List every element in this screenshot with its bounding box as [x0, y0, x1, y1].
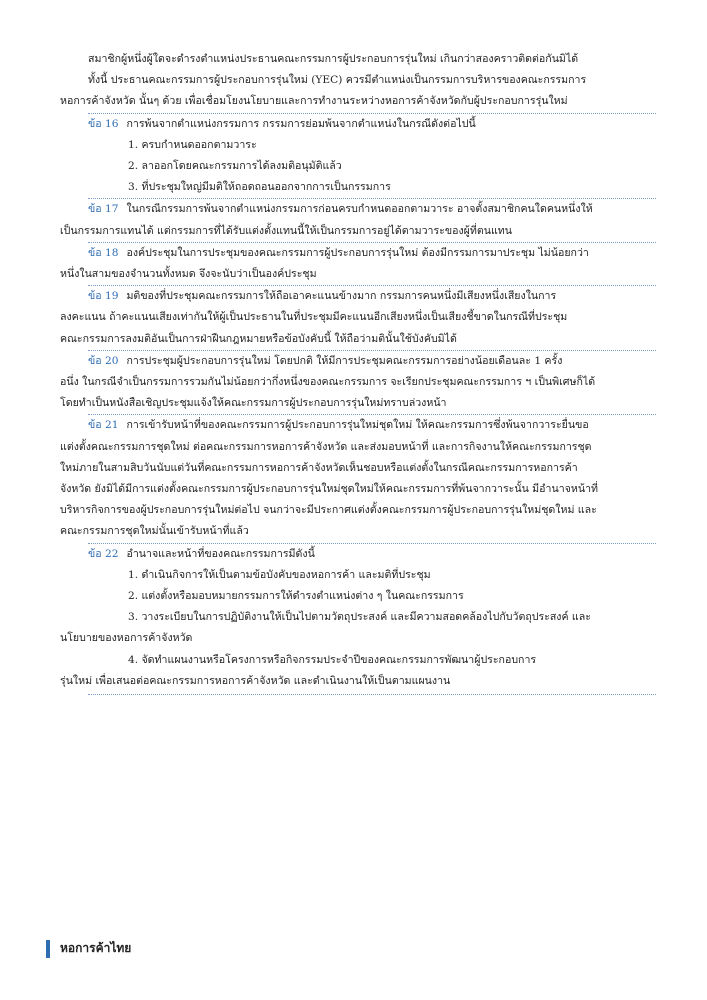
section-number: ข้อ 18 [88, 246, 119, 259]
document-body [60, 49, 656, 695]
section-continuation: รุ่นใหม่ เพื่อเสนอต่อคณะกรรมการหอการค้าจังหวัด และดำเนินงานให้เป็นตามแผนงาน [60, 674, 451, 687]
list-item: 3. วางระเบียบในการปฏิบัติงานให้เป็นไปตามวัตถุประสงค์ และมีความสอดคล้องไปกับวัตถุประสงค์ และ [128, 611, 591, 624]
section-continuation: ลงคะแนน ถ้าคะแนนเสียงเท่ากันให้ผู้เป็นประธานในที่ประชุมมีคะแนนอีกเสียงหนึ่งเป็นเสียงชี้ขาดในกรณีที่ประชุม [60, 311, 568, 324]
section-19 [60, 285, 656, 350]
section-heading: มติของที่ประชุมคณะกรรมการให้ถือเอาคะแนนข้างมาก กรรมการคนหนึ่งมีเสียงหนึ่งเสียงในการ [126, 290, 557, 303]
section-continuation: บริหารกิจการของผู้ประกอบการรุ่นใหม่ต่อไป จนกว่าจะมีประกาศแต่งตั้งคณะกรรมการผู้ประกอบการรุ่นใหม่ชุดใหม่ และ [60, 504, 597, 517]
section-20 [60, 350, 656, 415]
intro-line-2: ทั้งนี้ ประธานคณะกรรมการผู้ประกอบการรุ่นใหม่ (YEC) ควรมีตำแหน่งเป็นกรรมการบริหารของคณะกรรมการ [88, 74, 587, 87]
list-item: 2. ลาออกโดยคณะกรรมการได้ลงมติอนุมัติแล้ว [128, 160, 342, 173]
section-number: ข้อ 17 [88, 203, 119, 216]
section-18 [60, 242, 656, 285]
section-16 [88, 113, 656, 199]
page-footer [46, 939, 131, 958]
section-heading: อำนาจและหน้าที่ของคณะกรรมการมีดังนี้ [126, 547, 315, 560]
section-number: ข้อ 20 [88, 354, 119, 367]
section-continuation: เป็นกรรมการแทนได้ แต่กรรมการที่ได้รับแต่งตั้งแทนนี้ให้เป็นกรรมการอยู่ได้ตามวาระของผู้ที่ตนแทน [60, 224, 512, 237]
section-number: ข้อ 16 [88, 117, 119, 130]
section-continuation: คณะกรรมการชุดใหม่นั้นเข้ารับหน้าที่แล้ว [60, 525, 249, 538]
section-heading: ในกรณีกรรมการพ้นจากตำแหน่งกรรมการก่อนครบกำหนดออกตามวาระ อาจตั้งสมาชิกคนใดคนหนึ่งให้ [126, 203, 593, 216]
section-number: ข้อ 22 [88, 547, 119, 560]
list-item: 4. จัดทำแผนงานหรือโครงการหรือกิจกรรมประจำปีของคณะกรรมการพัฒนาผู้ประกอบการ [128, 653, 537, 666]
section-21 [60, 414, 656, 542]
section-heading: การประชุมผู้ประกอบการรุ่นใหม่ โดยปกติ ให้มีการประชุมคณะกรรมการอย่างน้อยเดือนละ 1 ครั้ง [126, 354, 563, 367]
section-continuation: คณะกรรมการลงมติอันเป็นการฝ่าฝืนกฎหมายหรือข้อบังคับนี้ ให้ถือว่ามตินั้นใช้บังคับมิได้ [60, 332, 457, 345]
section-heading: องค์ประชุมในการประชุมของคณะกรรมการผู้ประกอบการรุ่นใหม่ ต้องมีกรรมการมาประชุม ไม่น้อยกว่า [126, 246, 589, 259]
section-continuation: หนึ่งในสามของจำนวนทั้งหมด จึงจะนับว่าเป็นองค์ประชุม [60, 268, 317, 281]
list-item: 3. ที่ประชุมใหญ่มีมติให้ถอดถอนออกจากการเป็นกรรมการ [128, 181, 391, 194]
section-continuation: อนึ่ง ในกรณีจำเป็นกรรมการรวมกันไม่น้อยกว่ากึ่งหนึ่งของคณะกรรมการ จะเรียกประชุมคณะกรรมการ ฯ เป็นพิเศษก็ได้ [60, 376, 596, 389]
section-continuation: นโยบายของหอการค้าจังหวัด [60, 632, 193, 645]
section-heading: การพ้นจากตำแหน่งกรรมการ กรรมการย่อมพ้นจากตำแหน่งในกรณีดังต่อไปนี้ [126, 117, 476, 130]
section-heading: การเข้ารับหน้าที่ของคณะกรรมการผู้ประกอบการรุ่นใหม่ชุดใหม่ ให้คณะกรรมการซึ่งพ้นจากวาระยื่นขอ [126, 419, 589, 432]
section-continuation: จังหวัด ยังมิได้มีการแต่งตั้งคณะกรรมการผู้ประกอบการรุ่นใหม่ชุดใหม่ให้คณะกรรมการที่พ้นจากวาระนั้น มีอำนาจหน้าที่ [60, 483, 599, 496]
section-divider [88, 694, 656, 695]
list-item: 1. ดำเนินกิจการให้เป็นตามข้อบังคับของหอการค้า และมติที่ประชุม [128, 568, 431, 581]
section-number: ข้อ 21 [88, 419, 119, 432]
list-item: 2. แต่งตั้งหรือมอบหมายกรรมการให้ดำรงตำแหน่งต่าง ๆ ในคณะกรรมการ [128, 590, 464, 603]
section-continuation: ใหม่ภายในสามสิบวันนับแต่วันที่คณะกรรมการหอการค้าจังหวัดเห็นชอบหรือแต่งตั้งในกรณีคณะกรรมการหอการค้า [60, 461, 578, 474]
footer-accent-bar [46, 940, 50, 958]
list-item: 1. ครบกำหนดออกตามวาระ [128, 138, 257, 151]
intro-line-1: สมาชิกผู้หนึ่งผู้ใดจะดำรงตำแหน่งประธานคณะกรรมการผู้ประกอบการรุ่นใหม่ เกินกว่าสองคราวติดต่อกันมิได้ [88, 53, 579, 65]
section-17 [60, 198, 656, 241]
section-continuation: โดยทำเป็นหนังสือเชิญประชุมแจ้งให้คณะกรรมการผู้ประกอบการรุ่นใหม่ทราบล่วงหน้า [60, 397, 447, 410]
section-continuation: แต่งตั้งคณะกรรมการชุดใหม่ ต่อคณะกรรมการหอการค้าจังหวัด และส่งมอบหน้าที่ และการกิจงานให้คณะกรรมการชุด [60, 440, 592, 453]
intro-line-3: หอการค้าจังหวัด นั้นๆ ด้วย เพื่อเชื่อมโยงนโยบายและการทำงานระหว่างหอการค้าจังหวัดกับผู้ประกอบการรุ่นใหม่ [60, 95, 568, 108]
footer-label: หอการค้าไทย [60, 941, 132, 955]
section-22 [60, 543, 656, 692]
section-number: ข้อ 19 [88, 290, 119, 303]
